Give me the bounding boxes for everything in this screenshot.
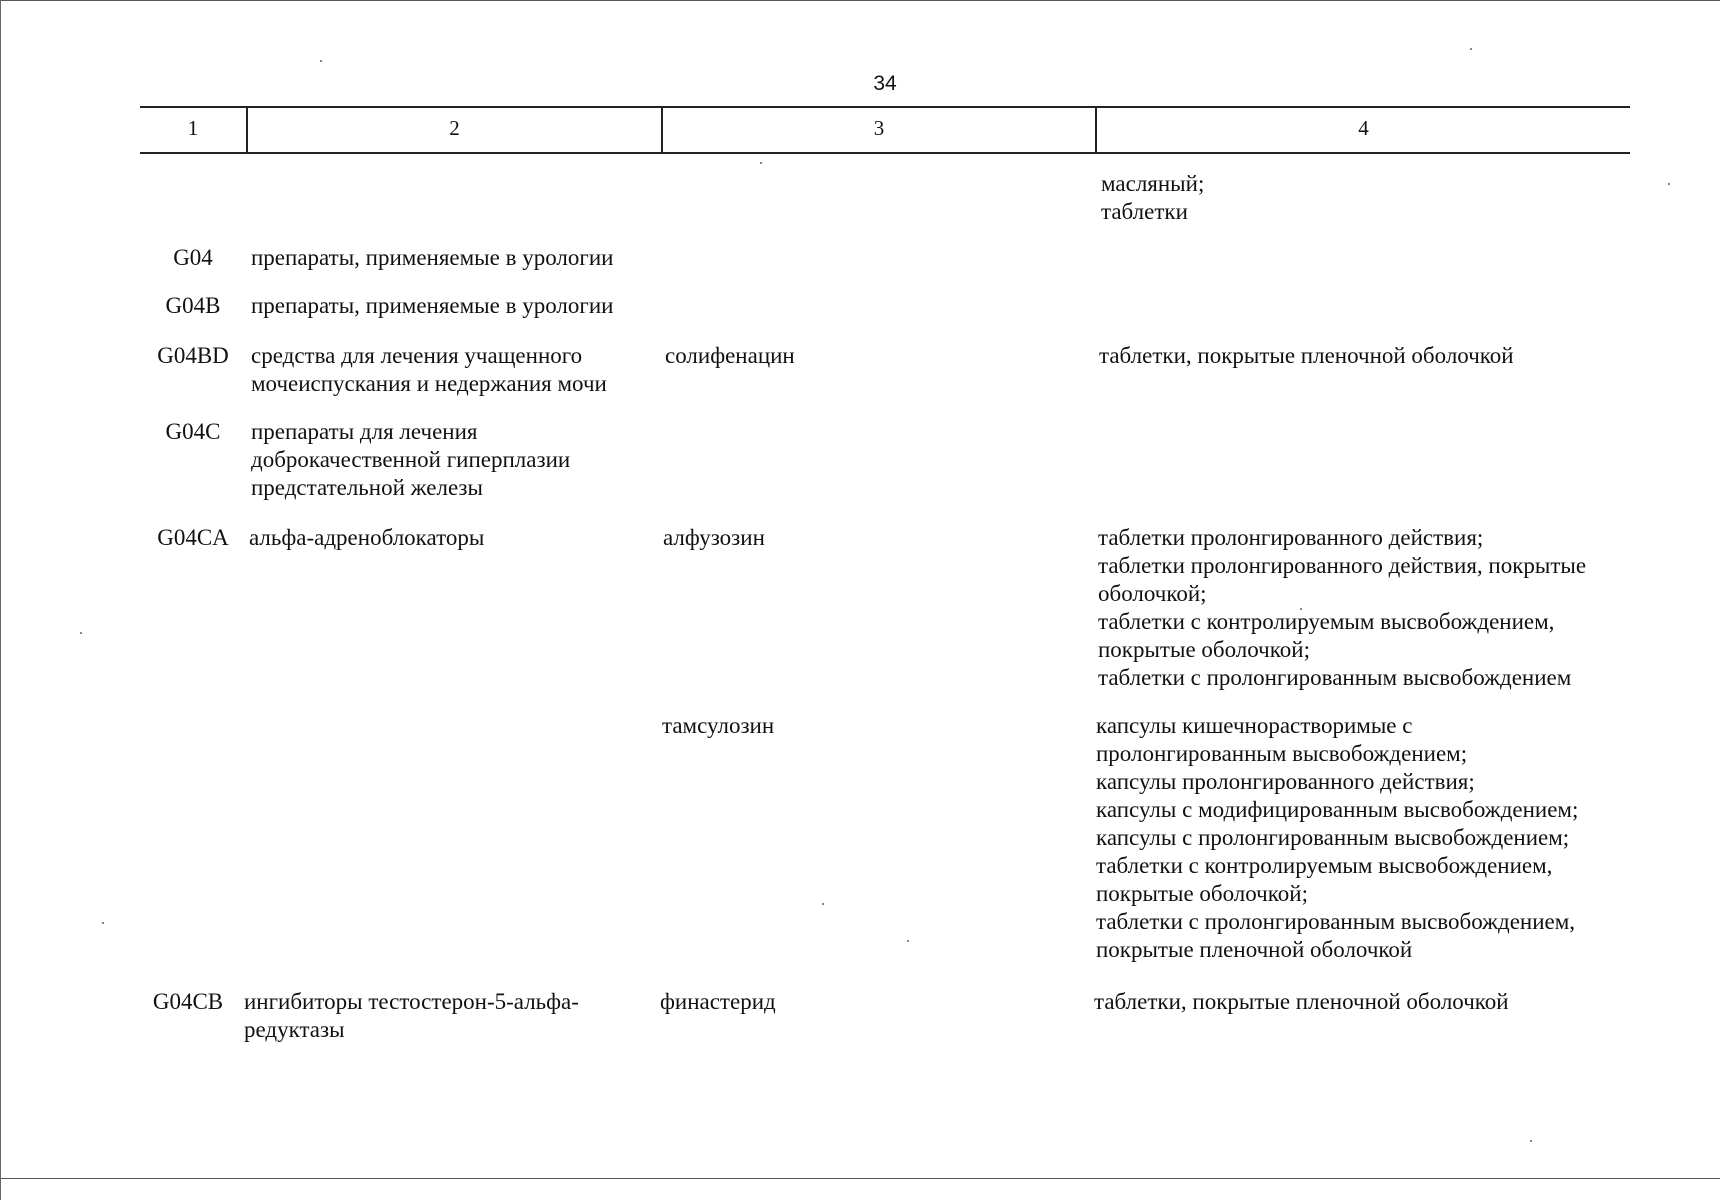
scan-speck — [80, 632, 82, 634]
drug-cell: алфузозин — [663, 525, 765, 550]
forms-cell: таблетки пролонгированного действия; таблетки пролонгированного действия, покрытые оболочкой; таблетки с контролируемым высвобождением, покрытые оболочкой; таблетки с пролонгированным высвобождением — [1098, 525, 1587, 690]
header-col-3: 3 — [873, 116, 885, 140]
group-cell: препараты, применяемые в урологии — [251, 245, 614, 270]
group-cell: препараты для лечения доброкачественной гиперплазии предстательной железы — [251, 419, 571, 500]
scan-speck — [320, 60, 322, 62]
header-col-2: 2 — [449, 116, 460, 140]
page-number: 34 — [873, 72, 897, 95]
table-header-bottom-rule — [140, 152, 1630, 154]
drug-cell: финастерид — [660, 989, 776, 1014]
header-col-1: 1 — [187, 116, 199, 140]
header-col-4: 4 — [1358, 116, 1369, 140]
group-cell: ингибиторы тестостерон-5-альфа- редуктазы — [244, 989, 579, 1042]
forms-cell: таблетки, покрытые пленочной оболочкой — [1094, 989, 1509, 1014]
scan-speck — [1668, 183, 1670, 185]
group-cell: средства для лечения учащенного мочеиспускания и недержания мочи — [251, 343, 607, 396]
atc-code-cell: G04B — [165, 293, 221, 318]
group-cell: препараты, применяемые в урологии — [251, 293, 614, 318]
forms-cell: масляный; таблетки — [1101, 171, 1205, 224]
atc-code-cell: G04 — [173, 245, 213, 270]
scan-speck — [102, 922, 104, 924]
atc-code-cell: G04C — [165, 419, 221, 444]
drug-cell: солифенацин — [665, 343, 795, 368]
group-cell: альфа-адреноблокаторы — [249, 525, 485, 550]
drug-cell: тамсулозин — [662, 713, 775, 738]
scan-edge-bottom — [0, 1178, 1720, 1179]
atc-code-cell: G04BD — [157, 343, 229, 368]
scan-speck — [907, 940, 909, 942]
forms-cell: капсулы кишечнорастворимые с пролонгированным высвобождением; капсулы пролонгированного действия; капсулы с модифицированным высвобождением; капсулы с пролонгированным высвобождением; таблетки с контролируемым высвобождением, покрытые оболочкой; таблетки с пролонгированным высвобождением, покрытые пленочной оболочкой — [1096, 713, 1579, 962]
atc-code-cell: G04CA — [157, 525, 229, 550]
scan-speck — [1470, 48, 1472, 50]
atc-code-cell: G04CB — [152, 989, 224, 1014]
scan-speck — [1530, 1140, 1532, 1142]
forms-cell: таблетки, покрытые пленочной оболочкой — [1099, 343, 1514, 368]
scan-edge-top — [0, 0, 1720, 1]
scan-edge-left — [0, 0, 1, 1200]
scan-speck — [822, 903, 824, 905]
scan-speck — [760, 162, 762, 164]
table-header-top-rule — [140, 106, 1630, 108]
